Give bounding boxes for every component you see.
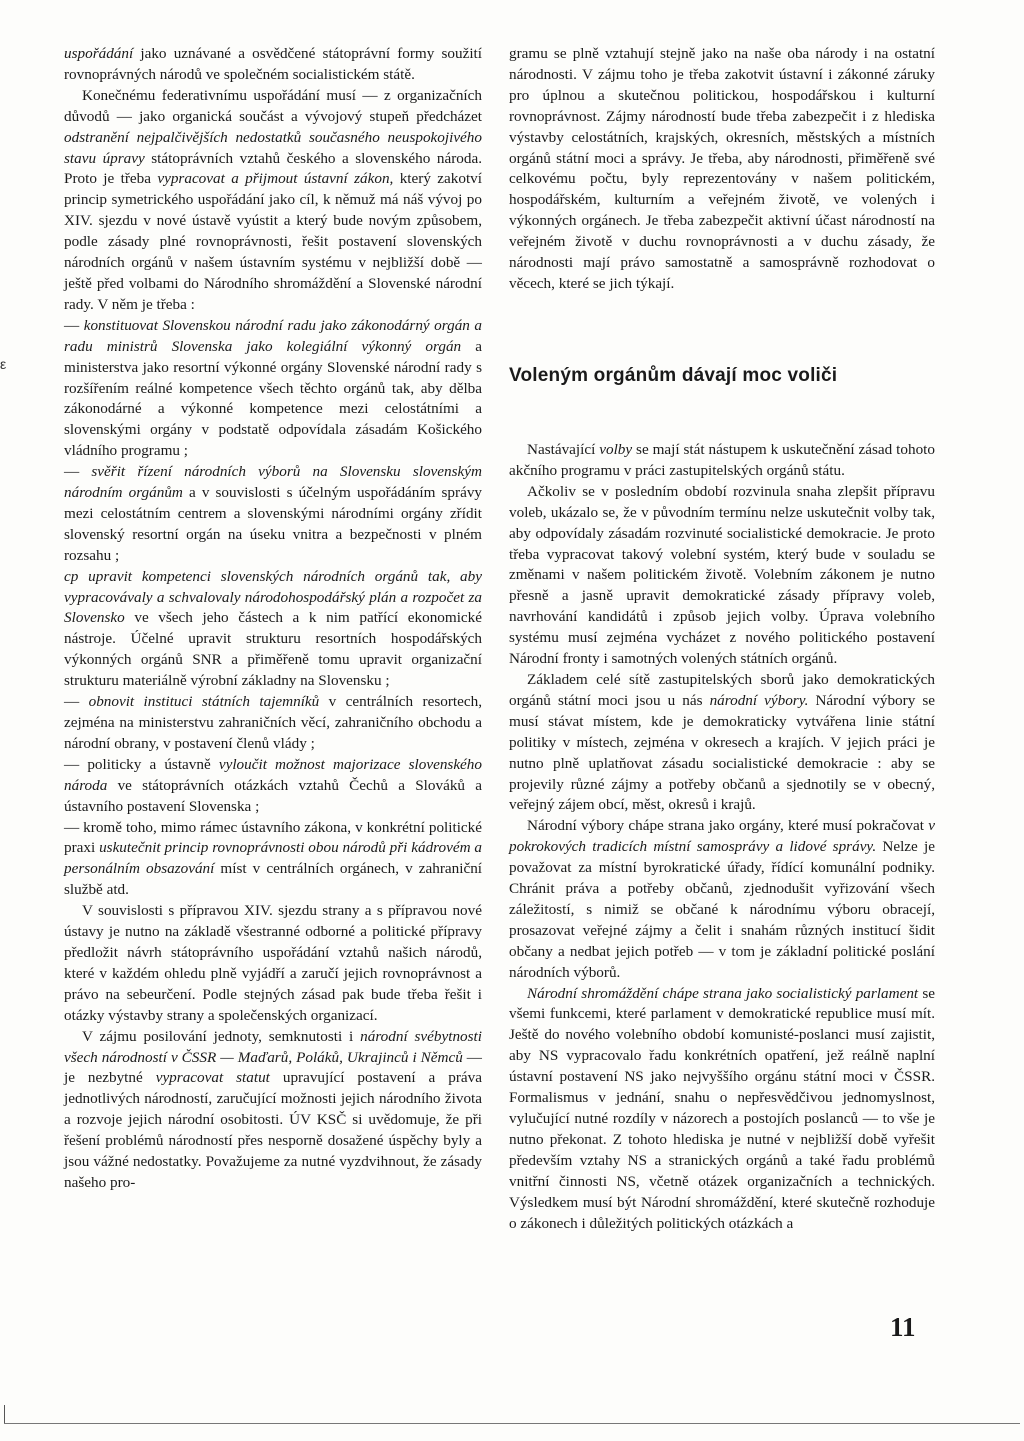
list-item xyxy=(64,692,482,755)
italic-run: vypracovat a přijmout ústavní zákon, xyxy=(157,170,394,188)
italic-run: odstranění nejpalčivějších nedostatků současného neuspokojivého stavu úpravy xyxy=(64,128,482,167)
text-run: V zájmu posilování jednoty, semknutosti i xyxy=(82,1027,361,1045)
text-run: — kromě toho, mimo rámec ústavního zákona, v konkrétní politické praxi xyxy=(64,818,482,857)
text-run: a v souvislosti s účelným uspořádáním správy mezi celostátním centrem a slovenskými národními orgány zřídit slovenský resortní orgán na úseku vnitra a bezpečnosti v plném rozsahu ; xyxy=(64,484,483,564)
text-run: míst v centrálních orgánech, v zahraniční službě atd. xyxy=(64,860,483,899)
italic-run: volby xyxy=(599,441,633,458)
scan-edge-line xyxy=(4,1423,1020,1424)
text-run: státoprávních vztahů českého a slovenského národa. Proto je třeba xyxy=(64,149,482,188)
italic-run: svěřit řízení národních výborů na Slovensku slovenským národním orgánům xyxy=(64,463,482,502)
italic-run: národní výbory. xyxy=(709,691,809,709)
text-run: upravující postavení a práva jednotlivých národností, zaručující možnosti jejich národního života a rozvoje jejich národní osobitosti. ÚV KSČ si uvědomuje, že při řešení problémů národností přes nesporně dosažené úspěchy byly a jsou vážné nedostatky. Považujeme za nutné vyzdvihnout, že zásady našeho pro- xyxy=(64,1069,482,1191)
text-run: se mají stát nástupem k uskutečnění zásad tohoto akčního programu v práci zastupitelských orgánů státu. xyxy=(509,441,935,479)
paragraph xyxy=(509,816,935,983)
text-run: — xyxy=(64,463,92,481)
text-run: Národní výbory se musí stávat místem, kde je demokraticky vytvářena linie státní politiky v místech, zejména v okresech a krajích. V jejich práci je nutno plně uplatňovat zásadu socialistické demokracie : aby se projevily různé zájmy a potřeby občanů a sjednotily se v obecný, veřejný zájem obcí, měst, okresů i krajů. xyxy=(509,691,935,814)
italic-run: v pokrokových tradicích místní samosprávy a lidové správy. xyxy=(509,817,935,856)
text-run: Základem celé sítě zastupitelských sborů jako demokratických orgánů státní moci jsou u nás xyxy=(509,670,935,709)
paragraph xyxy=(509,984,935,1235)
italic-run: Národní shromáždění chápe strana jako socialistický parlament xyxy=(527,984,919,1002)
text-run: ve státoprávních otázkách vztahů Čechů a Slováků a ústavního postavení Slovenska ; xyxy=(64,776,482,815)
text-run: Ačkoliv se v posledním období rozvinula snaha zlepšit přípravu voleb, ukázalo se, že v původním termínu nelze uskutečnit volby tak, aby odpovídaly zásadám rozvinuté socialistické demokracie. Je proto třeba vypracovat takový volební systém, který bude v souladu se změnami v našem politickém životě. Volebním zákonem je nutno přesně a jasně upravit demokratické zásady přípravy voleb, navrhování kandidátů i způsob jejich volby. Úprava volebního systému musí zejména vycházet z nového politického postavení Národní fronty i samotných volených státních orgánů. xyxy=(509,482,935,668)
text-run: — xyxy=(64,316,84,334)
text-run: — politicky a ústavně xyxy=(64,755,219,773)
paragraph xyxy=(509,670,935,816)
text-run: Nastávající xyxy=(527,441,600,458)
italic-run: národní svébytnosti všech národností v ČSSR — Maďarů, Poláků, Ukrajinců i Němců xyxy=(64,1027,482,1066)
italic-run: cp upravit kompetenci slovenských národních orgánů tak, aby vypracovávaly a schvalovaly národohospodářský plán a rozpočet za Slovensko xyxy=(64,567,482,627)
text-run: a ministerstva jako resortní výkonné orgány Slovenské národní rady s rozšířením reálné kompetence všech těchto orgánů tak, aby dělba zákonodárné a výkonné kompetence mezi celostátními a slovenskými orgány v podstatě odpovídala zásadám Košického vládního programu ; xyxy=(64,337,483,460)
paragraph xyxy=(64,44,482,86)
paragraph xyxy=(509,440,935,482)
list-item xyxy=(64,316,482,462)
text-run: V souvislosti s přípravou XIV. sjezdu strany a s přípravou nové ústavy je nutno na základě všestranné odborné a politické přípravy předložit návrh státoprávního uspořádání vztahů našich národů, které v každém ohledu plně vyjádří a zaručí jejich rovnoprávnost a právo na sebeurčení. Podle stejných zásad pak bude třeba řešit i otázky výstavby strany a společenských organizací. xyxy=(64,902,482,1024)
text-run: v centrálních resortech, zejména na ministerstvu zahraničních věcí, zahraničního obchodu a národní obrany, v postavení členů vlády ; xyxy=(64,693,482,752)
text-run: Národní výbory chápe strana jako orgány, které musí pokračovat xyxy=(527,817,929,835)
italic-run: uspořádání xyxy=(64,45,134,62)
left-column xyxy=(64,44,482,1194)
paragraph xyxy=(509,44,935,295)
list-item xyxy=(64,462,482,567)
italic-run: konstituovat Slovenskou národní radu jako zákonodárný orgán a radu ministrů Slovenska jako kolegiální výkonný orgán xyxy=(64,316,482,355)
paragraph xyxy=(509,482,935,670)
text-run: — je nezbytné xyxy=(64,1048,482,1087)
italic-run: vypracovat statut xyxy=(155,1069,270,1087)
text-run: jako uznávané a osvědčené státoprávní formy soužití rovnoprávných národů ve společném socialistickém státě. xyxy=(64,45,482,83)
italic-run: obnovit instituci státních tajemníků xyxy=(88,693,320,711)
scan-edge-mark xyxy=(4,1405,5,1424)
right-column-continued xyxy=(509,440,935,1234)
text-run: který zakotví princip symetrického uspořádání jako cíl, k němuž má náš vývoj po XIV. sjezdu v nové ústavě vyústit a který bude novým způsobem, podle zásady plné rovnoprávnosti, řešit postavení slovenských národních orgánů v našem ústavním systému v nejbližší době — ještě před volbami do Národního shromáždění a Slovenské národní rady. V něm je třeba : xyxy=(64,170,482,313)
paragraph xyxy=(64,901,482,1026)
text-run: — xyxy=(64,693,89,711)
text-run: se všemi funkcemi, které parlament v demokratické republice musí mít. Ještě do nového volebního období komunisté-poslanci musí zajistit, aby NS vypracovalo řadu konkrétních opatření, jež reálně naplní ústavní postavení NS jako nejvyššího orgánu státní moci v ČSSR. Formalismus v jednání, snahu o nepřesvědčivou jednomyslnost, vylučující nutné rozdíly v názorech a postojích poslanců — to vše je nutno překonat. Z tohoto hlediska je nutné v nejbližší době vyřešit především vztahy NS a stranických orgánů a také řadu problémů vnitřní činnosti NS, včetně otázek organizačních a technických. Výsledkem musí být Národní shromáždění, které skutečně rozhoduje o zákonech i důležitých politických otázkách a xyxy=(509,984,936,1232)
paragraph xyxy=(64,1027,482,1194)
text-run: gramu se plně vztahují stejně jako na naše oba národy i na ostatní národnosti. V zájmu toho je třeba zakotvit ústavní i zákonné záruky pro úplnou a skutečnou politickou, hospodářskou i kulturní rovnoprávnost. Zájmy národností bude třeba zabezpečit i z hlediska výstavby celostátních, krajských, okresních, městských a místních orgánů státní moci a správy. Je třeba, aby národnosti, přiměřeně své celkovému počtu, byly reprezentovány v našem politickém, hospodářském, kulturním a veřejném životě, ve volených i výkonných orgánech. Je třeba zabezpečit aktivní účast národností na veřejném životě v duchu rovnoprávnosti a v duchu zásady, že národnosti mají právo samostatně a samosprávně rozhodovat o věcech, které se jich týkají. xyxy=(509,45,935,292)
page-number: 11 xyxy=(890,1312,916,1342)
section-heading: Voleným orgánům dávají moc voliči xyxy=(509,365,838,386)
italic-run: vyloučit možnost majorizace slovenského národa xyxy=(64,755,482,794)
right-column xyxy=(509,44,935,295)
list-item xyxy=(64,567,482,692)
text-run: Konečnému federativnímu uspořádání musí — z organizačních důvodů — jako organická součást a vývojový stupeň předcházet xyxy=(64,86,482,125)
text-run: ve všech jeho částech a k nim patřící ekonomické nástroje. Účelné upravit strukturu resortních hospodářských výkonných orgánů SNR a přiměřeně tomu upravit organizační strukturu materiálně výrobní základny na Slovensku ; xyxy=(64,609,482,690)
list-item xyxy=(64,755,482,818)
italic-run: uskutečnit princip rovnoprávnosti obou národů při kádrovém a personálním obsazování xyxy=(64,839,482,878)
paragraph xyxy=(64,86,482,316)
margin-mark: ε xyxy=(0,356,7,372)
text-run: Nelze je považovat za místní byrokratické úřady, řídící komunální podniky. Chránit práva a potřeby občanů, zjednodušit vyřizování všech záležitostí, s nimiž se občané k národnímu výboru obracejí, prosazovat veřejné zájmy a čelit i snahám různých institucí šidit občany a nedbat jejich potřeb — v tom je základní politické poslání národních výborů. xyxy=(509,838,935,981)
list-item xyxy=(64,818,482,902)
